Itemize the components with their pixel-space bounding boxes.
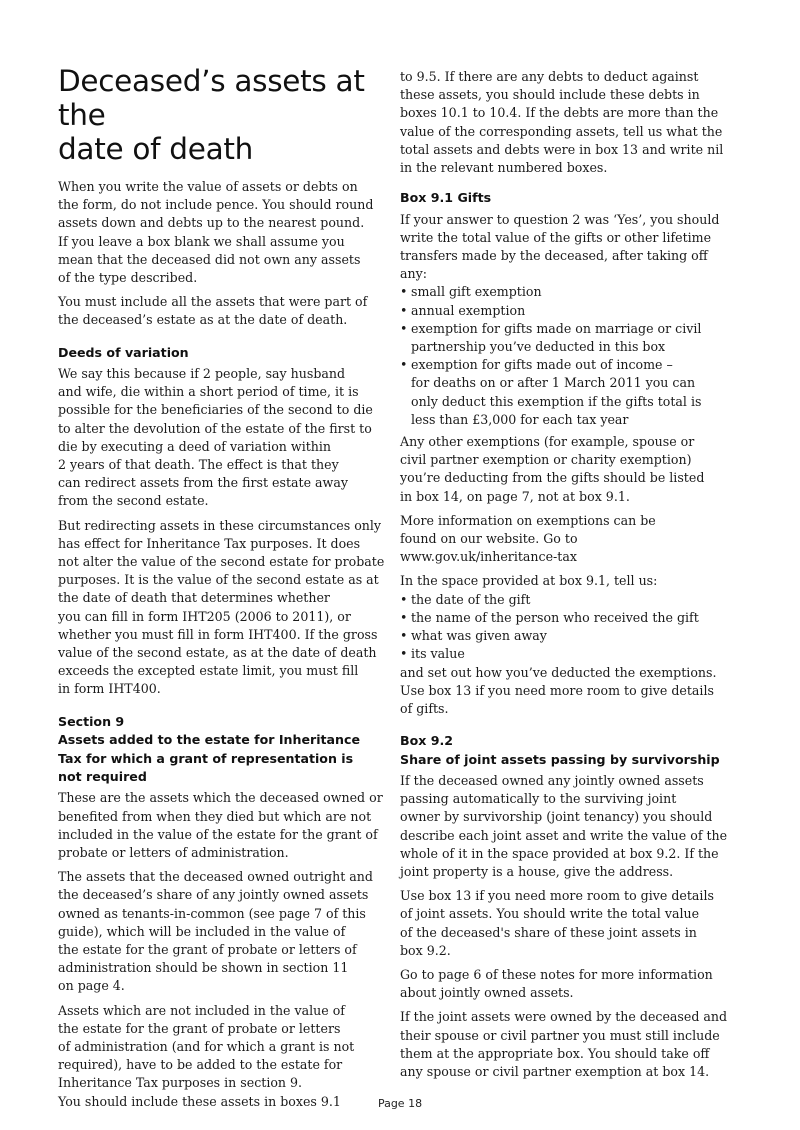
box-9-2-paragraph-2: Use box 13 if you need more room to give details of joint assets. You should write the total value of the deceased's share of these joint assets in box 9.2. (400, 888, 714, 958)
list-item: • the date of the gift (400, 591, 732, 609)
intro-paragraph-1: When you write the value of assets or debts on the form, do not include pence. You should round assets down and debts up to the nearest pound. If you leave a box blank we shall assume you mean that the deceased did not own any assets of the type described. (58, 179, 374, 286)
right-column (400, 68, 732, 1087)
section-9-paragraph-1: These are the assets which the deceased owned or benefited from when they died but which are not included in the value of the estate for the grant of probate or letters of administration. (58, 790, 383, 860)
list-item: • the name of the person who received the gift (400, 609, 732, 627)
list-item: • what was given away (400, 627, 732, 645)
box-9-2-heading: Box 9.2 Share of joint assets passing by survivorship (400, 733, 720, 767)
box-9-1-paragraph-1: If your answer to question 2 was ‘Yes’, you should write the total value of the gifts or other lifetime transfers made by the deceased, after taking off any: (400, 211, 720, 282)
box-9-1-paragraph-2: Any other exemptions (for example, spouse or civil partner exemption or charity exemption) you’re deducting from the gifts should be listed in box 14, on page 7, not at box 9.1. (400, 434, 705, 504)
box-9-1-paragraph-3: More information on exemptions can be found on our website. Go to www.gov.uk/inheritance-tax (400, 512, 656, 565)
box-9-2-paragraph-3: Go to page 6 of these notes for more information about jointly owned assets. (400, 966, 713, 1001)
box-9-1-paragraph-5: and set out how you’ve deducted the exemptions. Use box 13 if you need more room to give details of gifts. (400, 664, 717, 716)
box-9-2-paragraph-4: If the joint assets were owned by the deceased and their spouse or civil partner you must still include them at the appropriate box. You should take off any spouse or civil partner exemption at box 14. (400, 1009, 728, 1079)
list-item: • exemption for gifts made on marriage or civil partnership you’ve deducted in this box (400, 320, 732, 356)
box-9-2-paragraph-1: If the deceased owned any jointly owned assets passing automatically to the surviving joint owner by survivorship (joint tenancy) you should describe each joint asset and write the value of the whole of it in the space provided at box 9.2. If the joint property is a house, give the address. (400, 772, 728, 879)
page-title: Deceased’s assets at the date of death (58, 64, 365, 166)
section-9-paragraph-3: Assets which are not included in the value of the estate for the grant of probate or letters of administration (and for which a grant is not required), have to be added to the estate for Inheritance Tax purposes in section 9. You should include these assets in boxes 9.1 (58, 1002, 355, 1109)
deeds-paragraph-2: But redirecting assets in these circumstances only has effect for Inheritance Tax purposes. It does not alter the value of the second estate for probate purposes. It is the value of the second estate as at the date of death that determines whether you can fill in form IHT205 (2006 to 2011), or whether you must fill in form IHT400. If the gross value of the second estate, as at the date of death exceeds the excepted estate limit, you must fill in form IHT400. (58, 517, 385, 697)
deeds-paragraph-1: We say this because if 2 people, say husband and wife, die within a short period of time, it is possible for the beneficiaries of the second to die to alter the devolution of the estate of the first to die by executing a deed of variation within 2 years of that death. The effect is that they can redirect assets from the first estate away from the second estate. (58, 366, 373, 509)
list-item: • its value (400, 645, 732, 663)
list-item: • exemption for gifts made out of income – for deaths on or after 1 March 2011 you can only deduct this exemption if the gifts total is less than £3,000 for each tax year (400, 356, 732, 429)
gift-details-list (400, 591, 732, 664)
list-item: • small gift exemption (400, 283, 732, 301)
left-column (58, 64, 386, 1117)
list-item: • annual exemption (400, 302, 732, 320)
intro-paragraph-2: You must include all the assets that were part of the deceased’s estate as at the date of death. (58, 294, 368, 328)
section-9-heading: Section 9 Assets added to the estate for Inheritance Tax for which a grant of representation is not required (58, 713, 361, 784)
exemptions-list (400, 283, 732, 429)
page-number: Page 18 (377, 1097, 423, 1110)
continuation-paragraph: to 9.5. If there are any debts to deduct against these assets, you should include these debts in boxes 10.1 to 10.4. If the debts are more than the value of the corresponding assets, tell us what the total assets and debts were in box 13 and write nil in the relevant numbered boxes. (400, 69, 724, 176)
box-9-1-paragraph-4: In the space provided at box 9.1, tell us: (400, 573, 658, 589)
box-9-1-heading: Box 9.1 Gifts (400, 190, 492, 206)
section-9-paragraph-2: The assets that the deceased owned outright and the deceased’s share of any jointly owned assets owned as tenants-in-common (see page 7 of this guide), which will be included in the value of the estate for the grant of probate or letters of administration should be shown in section 11 on page 4. (58, 869, 373, 994)
deeds-of-variation-heading: Deeds of variation (58, 344, 189, 360)
